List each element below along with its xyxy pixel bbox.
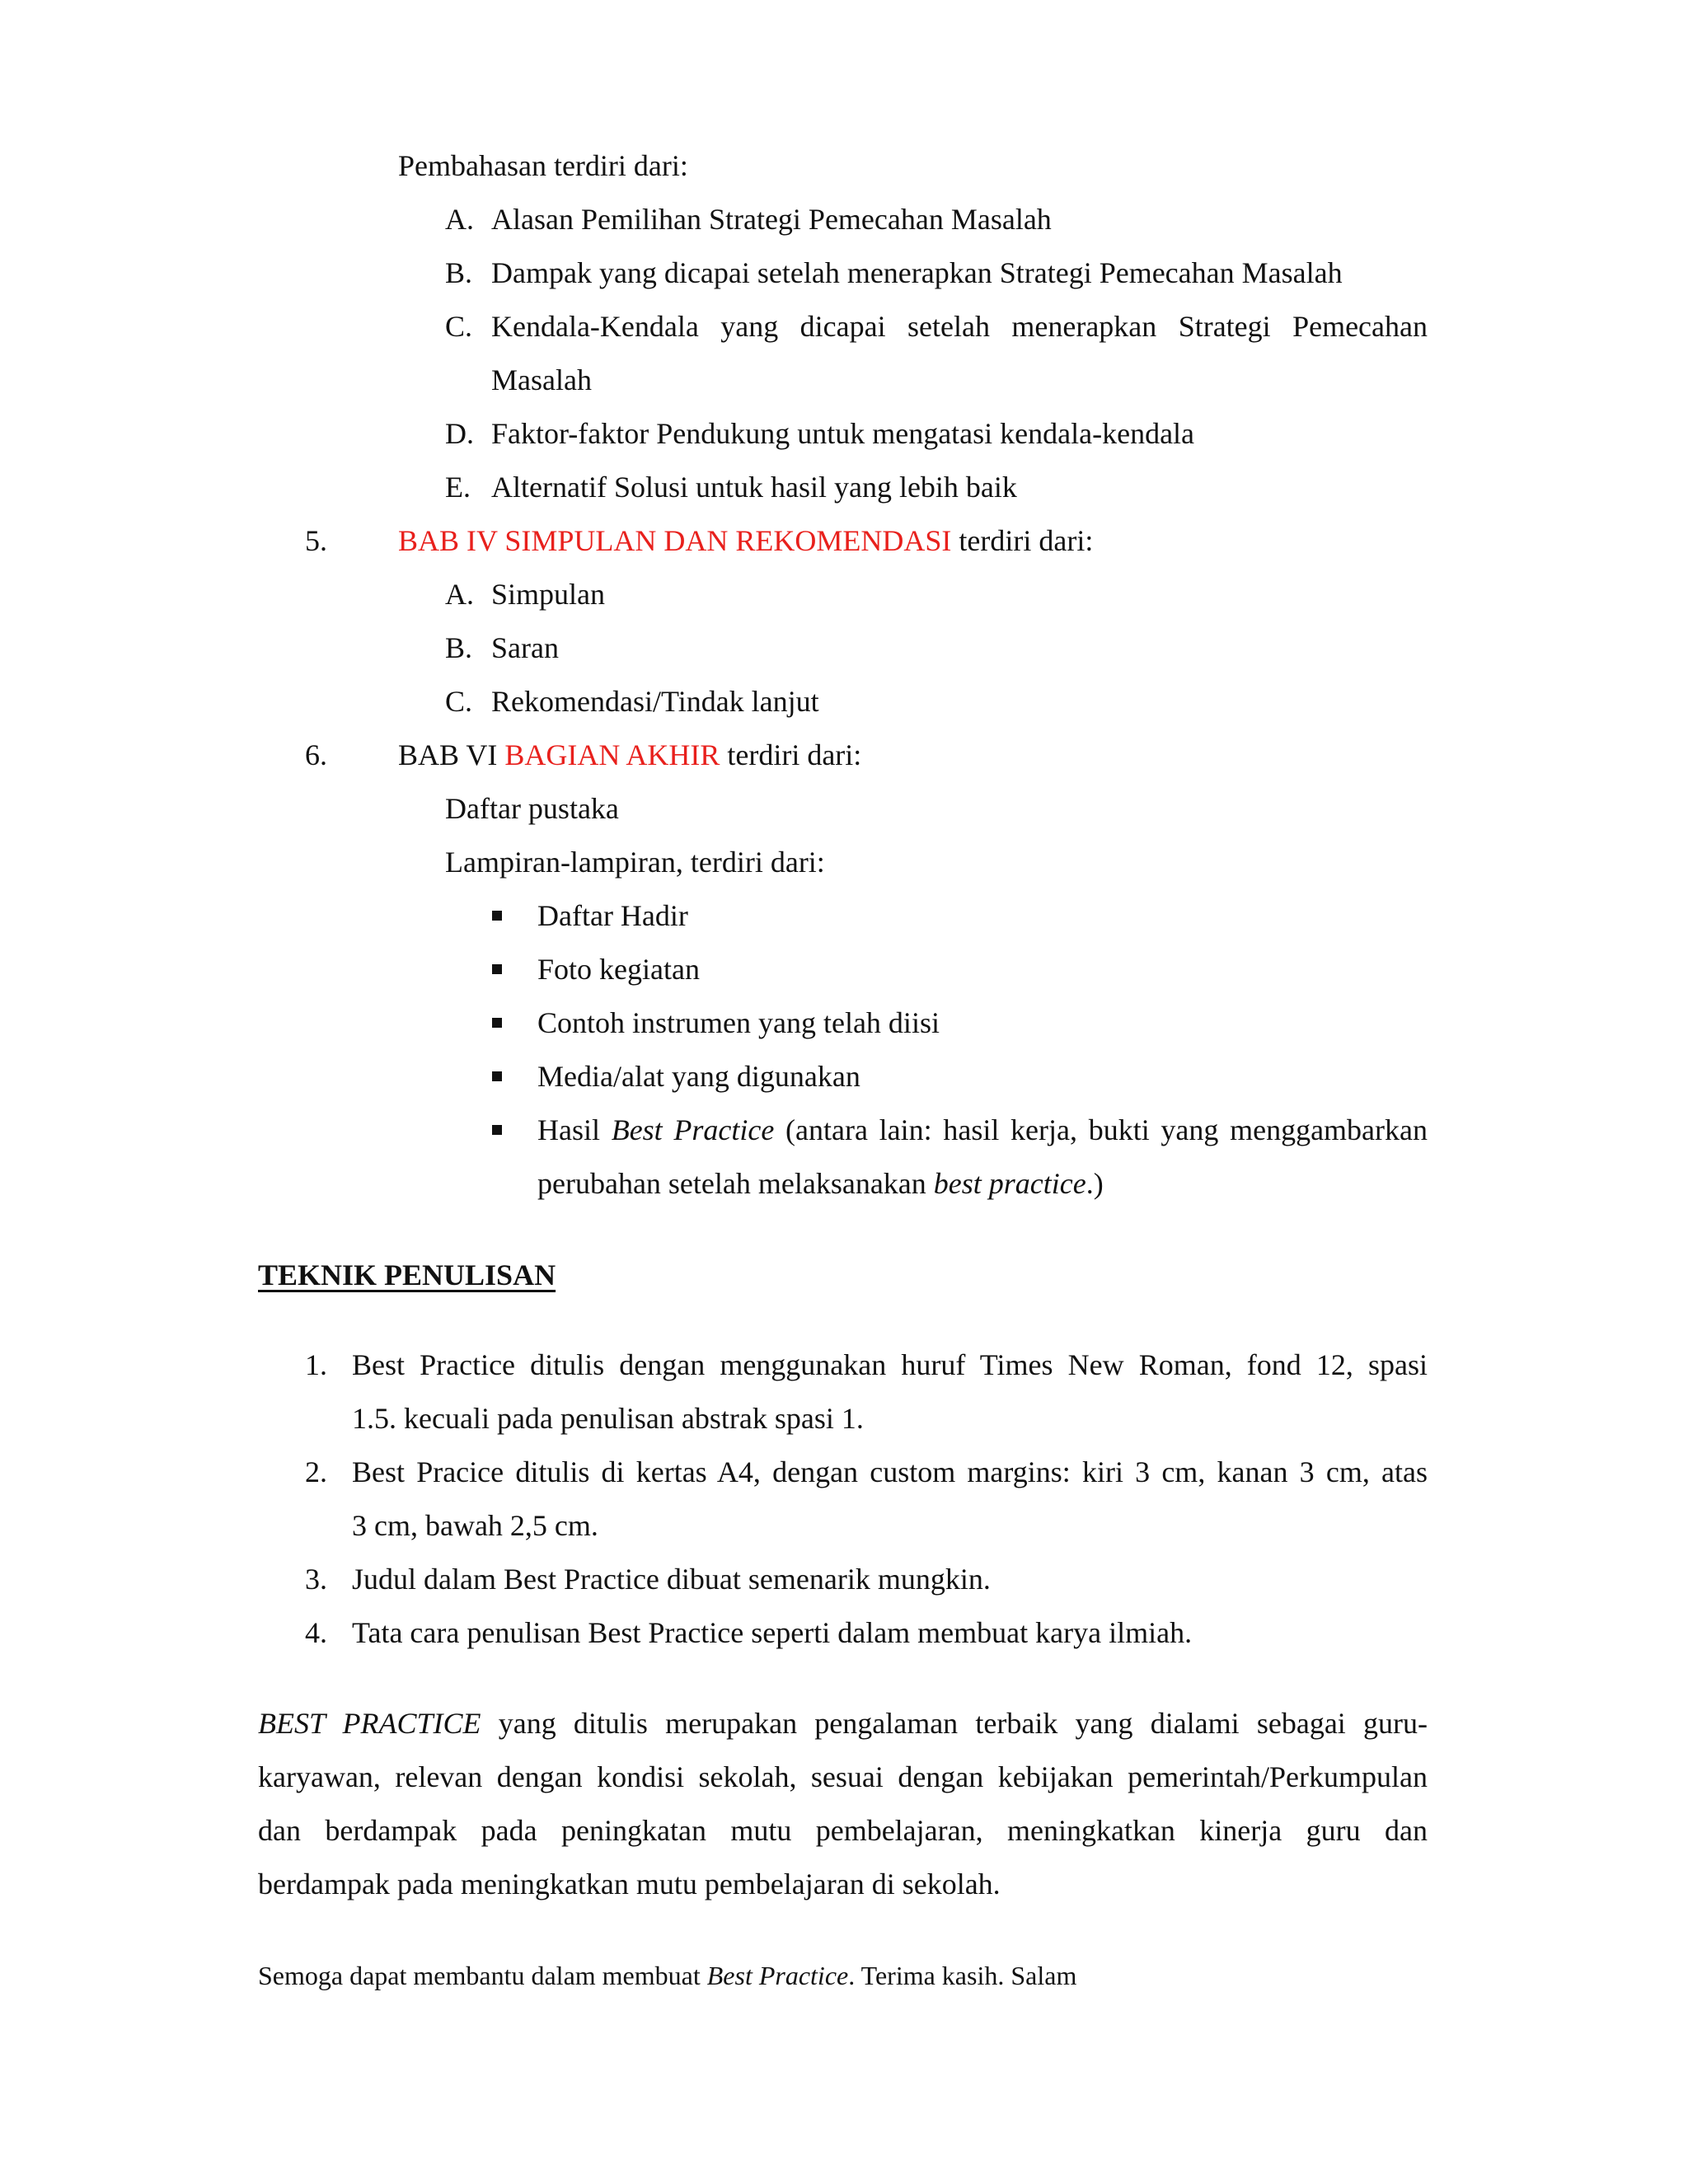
paragraph-line	[258, 1704, 1428, 1742]
bab6-heading	[398, 736, 861, 774]
list-item-continuation: 1.5. kecuali pada penulisan abstrak spasi 1.	[352, 1402, 864, 1435]
list-item-continuation: Masalah	[491, 363, 592, 396]
bab6-suffix: terdiri dari:	[720, 738, 862, 771]
paragraph-line: dan berdampak pada peningkatan mutu pembelajaran, meningkatkan kinerja guru dan	[258, 1814, 1428, 1847]
bullet-text: perubahan setelah melaksanakan	[537, 1167, 934, 1200]
closing-text: Semoga dapat membantu dalam membuat	[258, 1961, 707, 1990]
bullet-italic: best practice	[933, 1167, 1086, 1200]
list-marker: 3.	[305, 1563, 327, 1596]
square-bullet-icon	[492, 911, 502, 921]
list-marker: C.	[445, 685, 473, 718]
list-item: Alasan Pemilihan Strategi Pemecahan Masalah	[491, 203, 1052, 236]
square-bullet-icon	[492, 1125, 502, 1135]
bullet-item	[537, 1111, 1428, 1149]
list-item: Faktor-faktor Pendukung untuk mengatasi kendala-kendala	[491, 417, 1195, 450]
list-marker: A.	[445, 578, 474, 611]
list-item: Dampak yang dicapai setelah menerapkan Strategi Pemecahan Masalah	[491, 256, 1343, 289]
paragraph-line: berdampak pada meningkatkan mutu pembelajaran di sekolah.	[258, 1868, 1001, 1900]
list-item: Judul dalam Best Practice dibuat semenarik mungkin.	[352, 1563, 991, 1596]
bullet-italic: Best Practice	[611, 1113, 775, 1146]
list-item: Saran	[491, 631, 559, 664]
list-item: Simpulan	[491, 578, 606, 611]
list-marker: E.	[445, 471, 471, 504]
section-heading: TEKNIK PENULISAN	[258, 1258, 556, 1291]
list-item: Kendala-Kendala yang dicapai setelah menerapkan Strategi Pemecahan	[491, 310, 1428, 343]
bullet-text: Hasil	[537, 1113, 612, 1146]
list-item: Tata cara penulisan Best Practice seperti dalam membuat karya ilmiah.	[352, 1616, 1193, 1649]
closing-text: . Terima kasih. Salam	[848, 1961, 1077, 1990]
list-item: Alternatif Solusi untuk hasil yang lebih baik	[491, 471, 1017, 504]
bullet-item: Foto kegiatan	[537, 953, 700, 986]
pembahasan-intro: Pembahasan terdiri dari:	[398, 149, 688, 182]
bab6-title: BAGIAN AKHIR	[504, 738, 720, 771]
square-bullet-icon	[492, 1018, 502, 1028]
paragraph-text: yang ditulis merupakan pengalaman terbaik yang dialami sebagai guru-	[481, 1707, 1428, 1740]
list-marker: A.	[445, 203, 474, 236]
list-item: Rekomendasi/Tindak lanjut	[491, 685, 819, 718]
bullet-text: .)	[1085, 1167, 1104, 1200]
list-marker: B.	[445, 256, 473, 289]
paragraph-italic: BEST PRACTICE	[258, 1707, 481, 1740]
list-item: Best Pracice ditulis di kertas A4, dengan custom margins: kiri 3 cm, kanan 3 cm, atas	[352, 1455, 1428, 1488]
bab4-suffix: terdiri dari:	[951, 524, 1094, 557]
bullet-item: Contoh instrumen yang telah diisi	[537, 1006, 940, 1039]
bullet-text: (antara lain: hasil kerja, bukti yang menggambarkan	[774, 1113, 1428, 1146]
paragraph-line: karyawan, relevan dengan kondisi sekolah, sesuai dengan kebijakan pemerintah/Perkumpulan	[258, 1760, 1428, 1793]
list-marker: 1.	[305, 1348, 327, 1381]
section-number: 5.	[305, 524, 327, 557]
list-marker: D.	[445, 417, 474, 450]
list-item-continuation: 3 cm, bawah 2,5 cm.	[352, 1509, 598, 1542]
bab4-title: BAB IV SIMPULAN DAN REKOMENDASI	[398, 524, 952, 557]
list-marker: 4.	[305, 1616, 327, 1649]
closing-italic: Best Practice	[706, 1961, 849, 1990]
square-bullet-icon	[492, 1071, 502, 1081]
bab6-prefix: BAB VI	[398, 738, 505, 771]
bullet-item-continuation	[537, 1165, 1104, 1202]
bullet-item: Media/alat yang digunakan	[537, 1060, 860, 1093]
list-marker: 2.	[305, 1455, 327, 1488]
lampiran-intro: Lampiran-lampiran, terdiri dari:	[445, 846, 825, 879]
closing-note	[258, 1957, 1076, 1994]
bab4-heading	[398, 522, 1093, 560]
square-bullet-icon	[492, 964, 502, 974]
daftar-pustaka: Daftar pustaka	[445, 792, 619, 825]
list-marker: B.	[445, 631, 473, 664]
section-number: 6.	[305, 738, 327, 771]
list-marker: C.	[445, 310, 473, 343]
bullet-item: Daftar Hadir	[537, 899, 688, 932]
list-item: Best Practice ditulis dengan menggunakan huruf Times New Roman, fond 12, spasi	[352, 1348, 1428, 1381]
